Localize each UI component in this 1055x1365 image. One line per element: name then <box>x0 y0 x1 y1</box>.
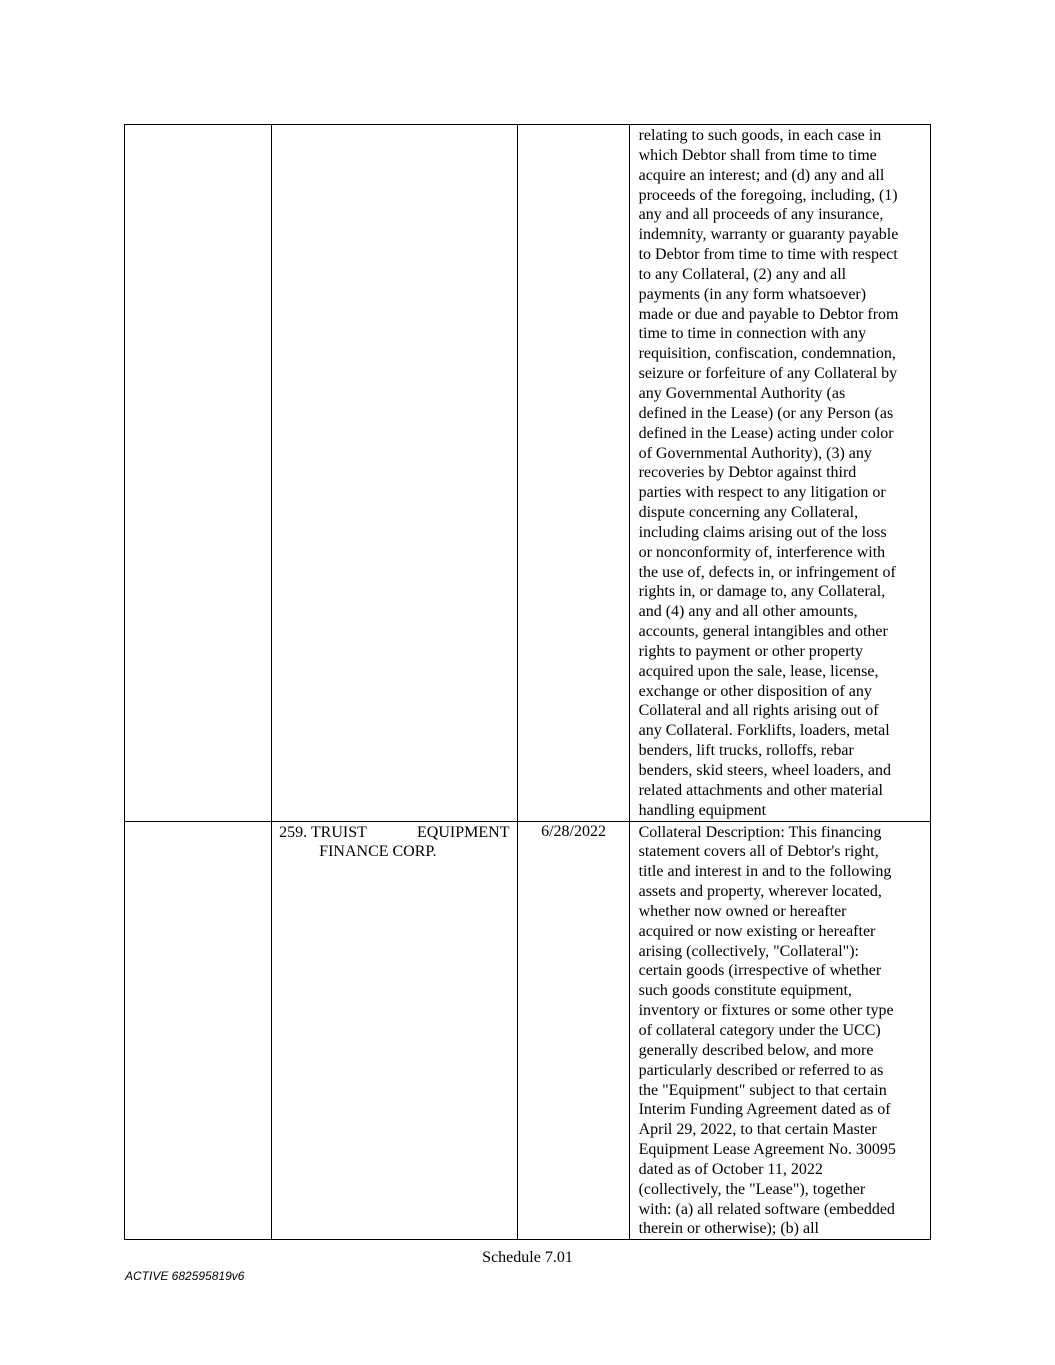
description-line: rights in, or damage to, any Collateral, <box>638 583 886 601</box>
entry-number-and-party <box>279 823 367 843</box>
description-line: generally described below, and more <box>638 1041 874 1059</box>
description-line: time to time in connection with any <box>638 325 867 343</box>
description-line: accounts, general intangibles and other <box>638 623 888 641</box>
description-line: of collateral category under the UCC) <box>638 1021 881 1039</box>
secured-party-number-cell <box>125 821 272 1240</box>
filing-date-cell <box>518 125 629 822</box>
description-line: parties with respect to any litigation or <box>638 484 886 502</box>
description-line: proceeds of the foregoing, including, (1) <box>638 186 898 204</box>
description-line: rights to payment or other property <box>638 642 863 660</box>
description-line: the "Equipment" subject to that certain <box>638 1081 887 1099</box>
description-line: such goods constitute equipment, <box>638 982 852 1000</box>
collateral-description-cell <box>629 821 930 1240</box>
description-line: indemnity, warranty or guaranty payable <box>638 226 899 244</box>
document-id: ACTIVE 682595819v6 <box>125 1269 245 1283</box>
description-line: arising (collectively, "Collateral"): <box>638 942 859 960</box>
description-line: with: (a) all related software (embedded <box>638 1200 895 1218</box>
secured-party-number-cell <box>125 125 272 822</box>
description-line: title and interest in and to the following <box>638 863 892 881</box>
table-row-continued <box>125 125 931 822</box>
description-line: any Collateral. Forklifts, loaders, metal <box>638 722 890 740</box>
filing-date: 6/28/2022 <box>518 821 629 1240</box>
secured-party-name <box>272 822 517 863</box>
description-line: exchange or other disposition of any <box>638 682 872 700</box>
description-line: recoveries by Debtor against third <box>638 464 857 482</box>
collateral-schedule-table <box>124 124 931 1240</box>
description-line: which Debtor shall from time to time <box>638 146 877 164</box>
description-line: Collateral Description: This financing <box>638 823 882 841</box>
description-line: inventory or fixtures or some other type <box>638 1002 894 1020</box>
description-line: of Governmental Authority), (3) any <box>638 444 872 462</box>
party-name-line-2: FINANCE CORP. <box>319 843 437 861</box>
description-line: to Debtor from time to time with respect <box>638 246 898 264</box>
description-line: any Governmental Authority (as <box>638 384 846 402</box>
entry-number: 259. <box>279 823 308 841</box>
description-line: certain goods (irrespective of whether <box>638 962 882 980</box>
description-line: related attachments and other material <box>638 781 883 799</box>
description-line: acquired or now existing or hereafter <box>638 922 876 940</box>
description-line: payments (in any form whatsoever) <box>638 285 867 303</box>
description-line: acquire an interest; and (d) any and all <box>638 166 885 184</box>
description-line: to any Collateral, (2) any and all <box>638 265 847 283</box>
description-line: and (4) any and all other amounts, <box>638 603 858 621</box>
description-line: benders, skid steers, wheel loaders, and <box>638 762 891 779</box>
description-line: particularly described or referred to as <box>638 1061 884 1079</box>
description-line: relating to such goods, in each case in <box>638 127 882 144</box>
schedule-footer: Schedule 7.01 <box>482 1249 573 1266</box>
secured-party-cell <box>272 821 518 1240</box>
party-word-1: TRUIST <box>310 823 367 841</box>
description-line: assets and property, wherever located, <box>638 883 882 901</box>
party-word-2: EQUIPMENT <box>417 823 510 841</box>
description-line: defined in the Lease) acting under color <box>638 424 894 442</box>
description-line: therein or otherwise); (b) all <box>638 1220 819 1238</box>
description-line: or nonconformity of, interference with <box>638 543 886 561</box>
description-line: Equipment Lease Agreement No. 30095 <box>638 1141 896 1159</box>
description-line: requisition, confiscation, condemnation, <box>638 345 896 363</box>
description-line: handling equipment <box>638 801 767 819</box>
description-line: seizure or forfeiture of any Collateral by <box>638 365 898 383</box>
description-line: the use of, defects in, or infringement of <box>638 563 896 581</box>
description-line: Interim Funding Agreement dated as of <box>638 1101 891 1119</box>
table-row-259 <box>125 821 931 1240</box>
collateral-description-cell <box>629 125 930 822</box>
description-line: any and all proceeds of any insurance, <box>638 206 884 224</box>
description-line: benders, lift trucks, rolloffs, rebar <box>638 742 854 760</box>
description-line: dispute concerning any Collateral, <box>638 504 859 522</box>
description-line: acquired upon the sale, lease, license, <box>638 662 879 680</box>
secured-party-cell <box>272 125 518 822</box>
description-line: April 29, 2022, to that certain Master <box>638 1121 877 1139</box>
description-line: Collateral and all rights arising out of <box>638 702 879 720</box>
description-line: defined in the Lease) (or any Person (as <box>638 404 894 422</box>
description-line: (collectively, the "Lease"), together <box>638 1180 866 1198</box>
collateral-description-259 <box>630 822 930 1240</box>
collateral-description-continued <box>630 125 930 821</box>
description-line: statement covers all of Debtor's right, <box>638 843 879 861</box>
description-line: whether now owned or hereafter <box>638 902 847 920</box>
description-line: dated as of October 11, 2022 <box>638 1160 823 1178</box>
description-line: made or due and payable to Debtor from <box>638 305 899 323</box>
description-line: including claims arising out of the loss <box>638 523 887 541</box>
